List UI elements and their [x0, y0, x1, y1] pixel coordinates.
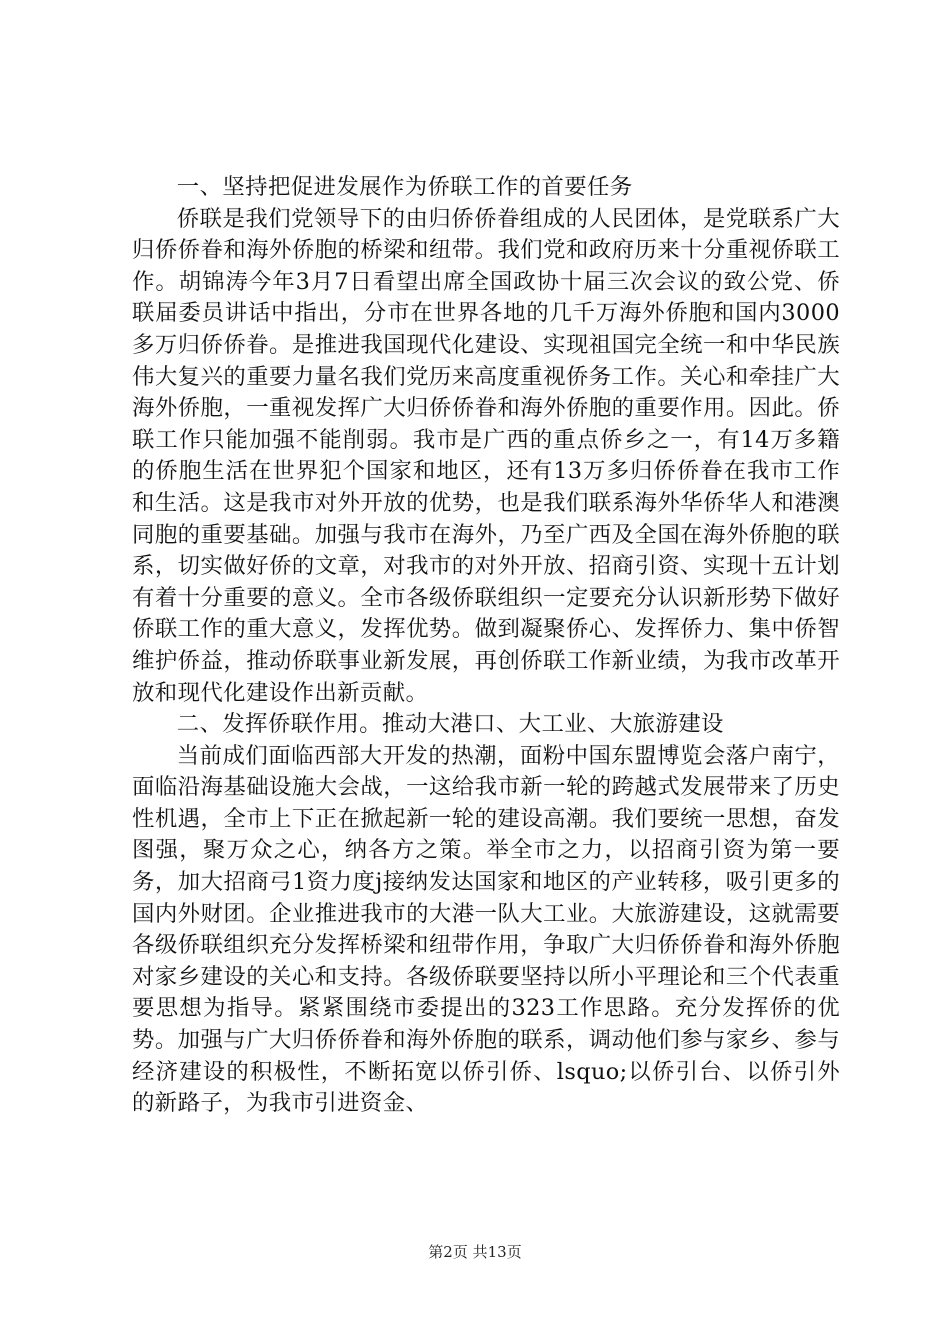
section-heading-1: 一、坚持把促进发展作为侨联工作的首要任务 — [176, 174, 633, 200]
body-paragraph-1: 侨联是我们党领导下的由归侨侨眷组成的人民团体，是党联系广大归侨侨眷和海外侨胞的桥梁和纽带。我们党和政府历来十分重视侨联工作。胡锦涛今年3月7日看望出席全国政协十届三次会议的致公党、侨联届委员讲话中指出，分市在世界各地的几千万海外侨胞和国内3000多万归侨侨眷。是推进我国现代化建设、实现祖国完全统一和中华民族伟大复兴的重要力量名我们党历来高度重视侨务工作。关心和牵挂广大海外侨胞，一重视发挥广大归侨侨眷和海外侨胞的重要作用。因此。侨联工作只能加强不能削弱。我市是广西的重点侨乡之一，有14万多籍的侨胞生活在世界犯个国家和地区，还有13万多归侨侨眷在我市工作和生活。这是我市对外开放的优势，也是我们联系海外华侨华人和港澳同胞的重要基础。加强与我市在海外，乃至广西及全国在海外侨胞的联系，切实做好侨的文章，对我市的对外开放、招商引资、实现十五计划有着十分重要的意义。全市各级侨联组织一定要充分认识新形势下做好侨联工作的重大意义，发挥优势。做到凝聚侨心、发挥侨力、集中侨智维护侨益，推动侨联事业新发展，再创侨联工作新业绩，为我市改革开放和现代化建设作出新贡献。 — [132, 205, 840, 706]
body-paragraph-2: 当前成们面临西部大开发的热潮，面粉中国东盟博览会落户南宁，面临沿海基础设施大会战，一这给我市新一轮的跨越式发展带来了历史性机遇，全市上下正在掀起新一轮的建设高潮。我们要统一思想，奋发图强，聚万众之心，纳各方之策。举全市之力，以招商引资为第一要务，加大招商弓1资力度j接纳发达国家和地区的产业转移，吸引更多的国内外财团。企业推进我市的大港一队大工业。大旅游建设，这就需要各级侨联组织充分发挥桥梁和纽带作用，争取广大归侨侨眷和海外侨胞对家乡建设的关心和支持。各级侨联要坚持以所小平理论和三个代表重要思想为指导。紧紧围绕市委提出的323工作思路。充分发挥侨的优势。加强与广大归侨侨眷和海外侨胞的联系，调动他们参与家乡、参与经济建设的积极性，不断拓宽以侨引侨、lsquo;以侨引台、以侨引外的新路子，为我市引进资金、 — [132, 742, 840, 1117]
document-body — [132, 172, 840, 1120]
section-heading-2: 二、发挥侨联作用。推动大港口、大工业、大旅游建设 — [176, 711, 724, 738]
page-number-footer: 第2页 共13页 — [428, 1243, 522, 1261]
